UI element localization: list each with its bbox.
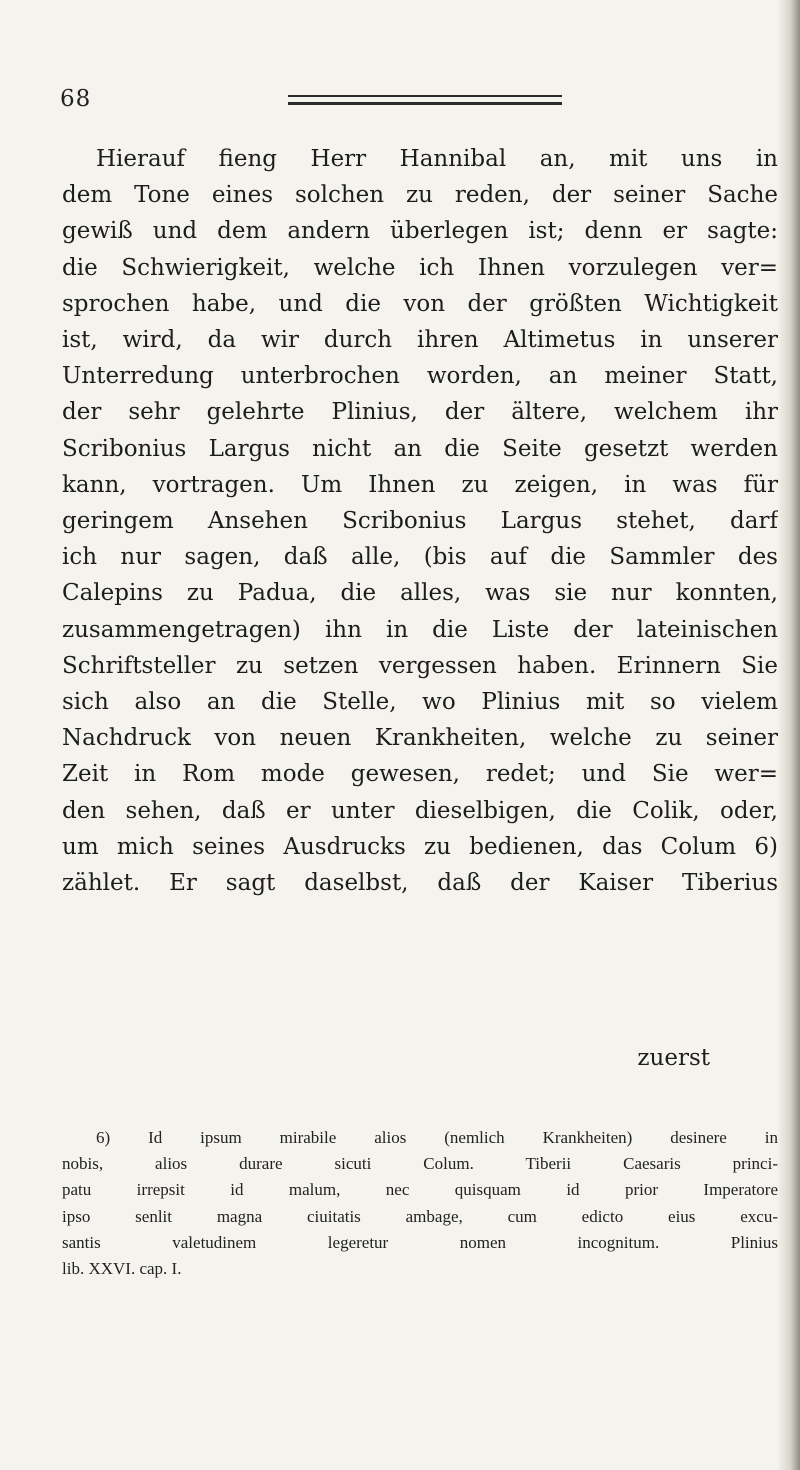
- text-line: Unterredung unterbrochen worden, an meiner Statt,: [62, 363, 778, 390]
- text-line: zusammengetragen) ihn in die Liste der lateinischen: [62, 616, 778, 643]
- footnote-line: santis valetudinem legeretur nomen incognitum. Plinius: [62, 1232, 778, 1252]
- footnote-line: patu irrepsit id malum, nec quisquam id prior Imperatore: [62, 1180, 778, 1200]
- header-rule-bottom: [288, 102, 562, 105]
- text-line: sich also an die Stelle, wo Plinius mit so vielem: [62, 689, 778, 716]
- text-line: sprochen habe, und die von der größten Wichtigkeit: [62, 290, 778, 317]
- text-line: um mich seines Ausdrucks zu bedienen, das Colum 6): [62, 833, 778, 860]
- page-edge-shadow: [778, 0, 800, 1470]
- text-line: Hierauf fieng Herr Hannibal an, mit uns in: [96, 146, 778, 172]
- footnote: [62, 1125, 778, 1282]
- text-line: gewiß und dem andern überlegen ist; denn er sagte:: [62, 218, 778, 245]
- text-line: ich nur sagen, daß alle, (bis auf die Sammler des: [62, 544, 778, 571]
- header-rule-top: [288, 95, 562, 97]
- footnote-line: nobis, alios durare sicuti Colum. Tiberii Caesaris princi-: [62, 1154, 778, 1174]
- text-line: zählet. Er sagt daselbst, daß der Kaiser Tiberius: [62, 870, 778, 897]
- main-text-block: [62, 141, 778, 901]
- text-line: Scribonius Largus nicht an die Seite gesetzt werden: [62, 435, 778, 462]
- catchword: zuerst: [637, 1045, 710, 1071]
- text-line: Nachdruck von neuen Krankheiten, welche zu seiner: [62, 725, 778, 752]
- text-line: Calepins zu Padua, die alles, was sie nur konnten,: [62, 580, 778, 607]
- footnote-line: lib. XXVI. cap. I.: [62, 1259, 182, 1279]
- text-line: ist, wird, da wir durch ihren Altimetus in unserer: [62, 327, 778, 354]
- page-number: 68: [60, 86, 92, 112]
- text-line: Schriftsteller zu setzen vergessen haben. Erinnern Sie: [62, 652, 778, 679]
- text-line: kann, vortragen. Um Ihnen zu zeigen, in was für: [62, 471, 778, 498]
- text-line: Zeit in Rom mode gewesen, redet; und Sie wer=: [62, 761, 778, 788]
- text-line: der sehr gelehrte Plinius, der ältere, welchem ihr: [62, 399, 778, 426]
- text-line: dem Tone eines solchen zu reden, der seiner Sache: [62, 182, 778, 209]
- page-header: [60, 86, 760, 116]
- footnote-line: 6) Id ipsum mirabile alios (nemlich Krankheiten) desinere in: [96, 1128, 778, 1147]
- text-line: die Schwierigkeit, welche ich Ihnen vorzulegen ver=: [62, 254, 778, 281]
- text-line: geringem Ansehen Scribonius Largus stehet, darf: [62, 508, 778, 535]
- text-line: den sehen, daß er unter dieselbigen, die Colik, oder,: [62, 797, 778, 824]
- footnote-line: ipso senlit magna ciuitatis ambage, cum edicto eius excu-: [62, 1206, 778, 1226]
